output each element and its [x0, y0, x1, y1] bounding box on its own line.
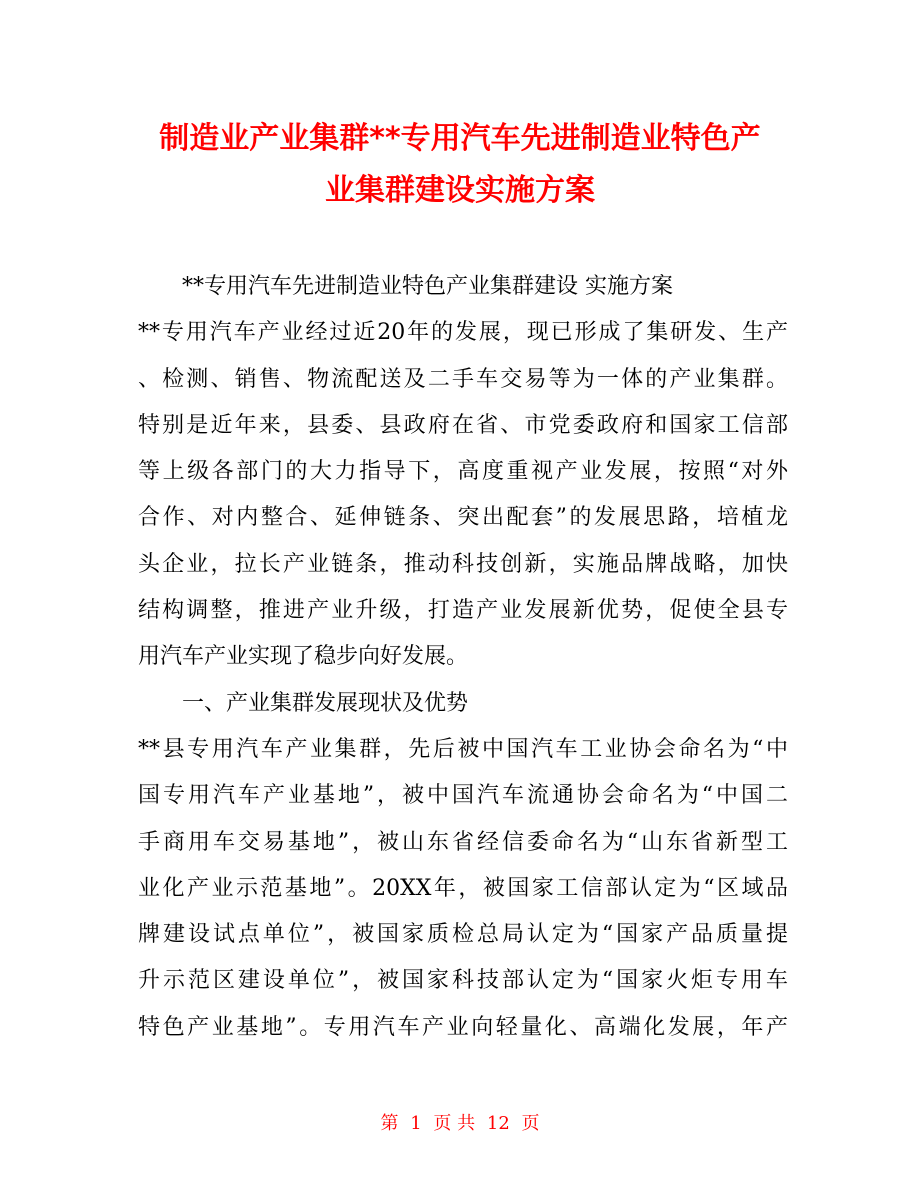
footer-current-page: 1 [410, 1113, 422, 1134]
section-heading: 一、产业集群发展现状及优势 [182, 690, 469, 716]
body-line: **专用汽车产业经过近20年的发展，现已形成了集研发、生产 [138, 320, 788, 346]
footer-prefix: 第 [380, 1113, 399, 1134]
body-line: 升示范区建设单位”，被国家科技部认定为“国家火炬专用车 [138, 968, 788, 994]
body-line: 等上级各部门的大力指导下，高度重视产业发展，按照“对外 [138, 459, 788, 485]
body-line: 国专用汽车产业基地”，被中国汽车流通协会命名为“中国二 [138, 783, 788, 809]
body-line: 用汽车产业实现了稳步向好发展。 [138, 644, 469, 670]
footer-total-pages: 12 [486, 1113, 510, 1134]
body-line: 牌建设试点单位”，被国家质检总局认定为“国家产品质量提 [138, 922, 788, 948]
body-line: 、检测、销售、物流配送及二手车交易等为一体的产业集群。 [138, 366, 788, 392]
page-footer [0, 1112, 920, 1136]
footer-suffix: 页 [521, 1113, 540, 1134]
body-line: 结构调整，推进产业升级，打造产业发展新优势，促使全县专 [138, 598, 788, 624]
body-line: 特色产业基地”。专用汽车产业向轻量化、高端化发展，年产 [138, 1014, 788, 1040]
body-line: 手商用车交易基地”，被山东省经信委命名为“山东省新型工 [138, 829, 788, 855]
title-line-1: 制造业产业集群**专用汽车先进制造业特色产 [159, 121, 761, 156]
footer-middle: 页 共 [433, 1113, 476, 1134]
body-line: 合作、对内整合、延伸链条、突出配套”的发展思路，培植龙 [138, 505, 788, 531]
document-body [138, 264, 788, 1051]
title-line-2: 业集群建设实施方案 [325, 173, 595, 208]
document-title [120, 113, 800, 217]
body-line: 特别是近年来，县委、县政府在省、市党委政府和国家工信部 [138, 412, 788, 438]
body-line: **县专用汽车产业集群，先后被中国汽车工业协会命名为“中 [138, 736, 788, 762]
body-line: 业化产业示范基地”。20XX年，被国家工信部认定为“区域品 [138, 875, 788, 901]
body-line: 头企业，拉长产业链条，推动科技创新，实施品牌战略，加快 [138, 551, 788, 577]
body-line-subtitle: **专用汽车先进制造业特色产业集群建设 实施方案 [182, 274, 673, 299]
